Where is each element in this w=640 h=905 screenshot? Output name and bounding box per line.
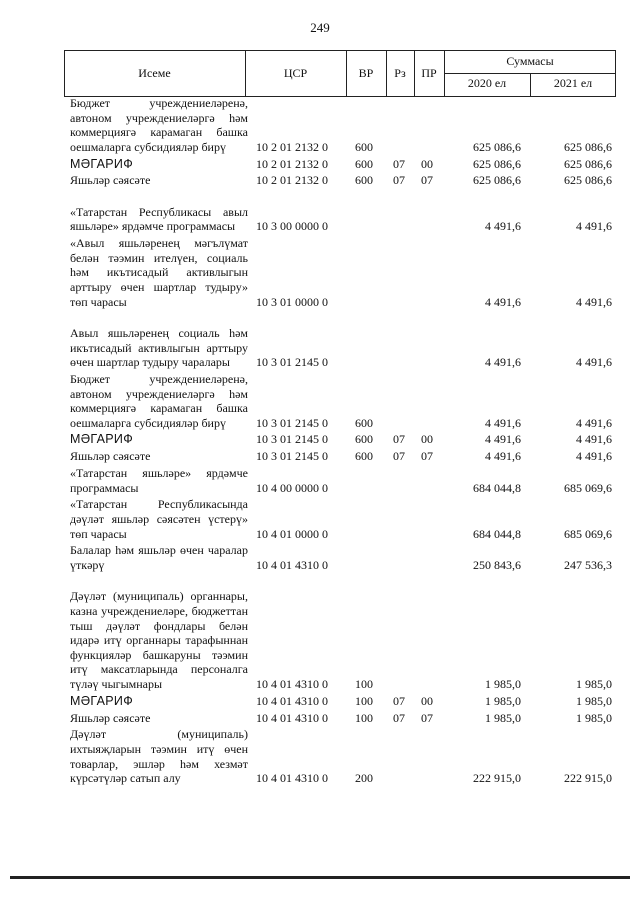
header-rz: Рз xyxy=(394,66,406,80)
row-vr: 600 xyxy=(355,139,373,154)
row-sum-2021: 4 491,6 xyxy=(576,294,612,309)
header-csr: ЦСР xyxy=(283,66,308,80)
row-csr: 10 3 01 2145 0 xyxy=(256,432,328,447)
row-csr: 10 2 01 2132 0 xyxy=(256,156,328,171)
row-name: «Татарстан Республикасында дәүләт яшьләр сәясәтен үстерү» төп чарасы xyxy=(70,497,248,541)
row-sum-2020: 625 086,6 xyxy=(473,173,521,188)
row-sum-2020: 250 843,6 xyxy=(473,557,521,572)
row-csr: 10 3 01 2145 0 xyxy=(256,449,328,464)
table-row xyxy=(0,694,640,709)
row-pr: 00 xyxy=(421,693,433,708)
row-vr: 600 xyxy=(355,432,373,447)
row-sum-2020: 4 491,6 xyxy=(485,294,521,309)
row-csr: 10 4 01 4310 0 xyxy=(256,676,328,691)
table-header xyxy=(64,50,616,97)
table-row xyxy=(0,711,640,726)
table-row xyxy=(0,466,640,495)
table-row xyxy=(0,236,640,309)
row-name: «Авыл яшьләренең мәгълүмат белән тәэмин ителүен, социаль һәм икътисадый активлыгын арттыру өчен шартлар тудыру» төп чарасы xyxy=(70,236,248,309)
row-name: Яшьләр сәясәте xyxy=(70,173,151,188)
row-sum-2020: 4 491,6 xyxy=(485,415,521,430)
page-number: 249 xyxy=(310,20,330,35)
row-sum-2021: 685 069,6 xyxy=(564,480,612,495)
row-sum-2020: 4 491,6 xyxy=(485,432,521,447)
row-sum-2021: 625 086,6 xyxy=(564,139,612,154)
row-csr: 10 2 01 2132 0 xyxy=(256,173,328,188)
row-vr: 100 xyxy=(355,710,373,725)
row-vr: 600 xyxy=(355,415,373,430)
header-subdivider xyxy=(444,73,616,74)
table-row xyxy=(0,96,640,154)
header-pr: ПР xyxy=(421,66,437,80)
row-name: МӘГАРИФ xyxy=(70,693,134,708)
row-vr: 600 xyxy=(355,449,373,464)
row-sum-2021: 222 915,0 xyxy=(564,771,612,786)
row-csr: 10 4 01 4310 0 xyxy=(256,557,328,572)
row-sum-2021: 1 985,0 xyxy=(576,710,612,725)
row-name: МӘГАРИФ xyxy=(70,156,134,171)
row-csr: 10 4 01 4310 0 xyxy=(256,771,328,786)
row-name: Бюджет учреждениеләренә, автоном учреждениеләргә һәм коммерциягә карамаган башка оешмаларга субсидияләр бирү xyxy=(70,96,248,154)
row-sum-2021: 1 985,0 xyxy=(576,693,612,708)
row-sum-2020: 625 086,6 xyxy=(473,139,521,154)
row-sum-2021: 4 491,6 xyxy=(576,219,612,234)
row-sum-2021: 247 536,3 xyxy=(564,557,612,572)
row-vr: 100 xyxy=(355,693,373,708)
row-sum-2021: 1 985,0 xyxy=(576,676,612,691)
row-sum-2020: 222 915,0 xyxy=(473,771,521,786)
row-sum-2020: 1 985,0 xyxy=(485,693,521,708)
row-rz: 07 xyxy=(393,710,405,725)
table-row xyxy=(0,449,640,464)
row-name: МӘГАРИФ xyxy=(70,432,134,447)
row-name: «Татарстан Республикасы авыл яшьләре» ярдәмче программасы xyxy=(70,204,248,234)
row-sum-2020: 1 985,0 xyxy=(485,676,521,691)
table-row xyxy=(0,727,640,785)
row-sum-2021: 4 491,6 xyxy=(576,432,612,447)
table-row xyxy=(0,372,640,430)
row-name: Дәүләт (муниципаль) ихтыяҗларын тәэмин итү өчен товарлар, эшләр һәм хезмәт күрсәтүләр сатып алу xyxy=(70,727,248,786)
row-pr: 07 xyxy=(421,173,433,188)
table-row xyxy=(0,432,640,447)
header-year-2021: 2021 ел xyxy=(553,76,593,90)
row-sum-2021: 625 086,6 xyxy=(564,173,612,188)
table-body xyxy=(0,96,640,788)
row-csr: 10 3 00 0000 0 xyxy=(256,219,328,234)
row-csr: 10 2 01 2132 0 xyxy=(256,139,328,154)
table-row xyxy=(0,543,640,572)
row-sum-2020: 684 044,8 xyxy=(473,526,521,541)
row-csr: 10 4 01 4310 0 xyxy=(256,710,328,725)
table-row xyxy=(0,173,640,188)
row-pr: 07 xyxy=(421,449,433,464)
row-sum-2020: 625 086,6 xyxy=(473,156,521,171)
row-name: Бюджет учреждениеләренә, автоном учреждениеләргә һәм коммерциягә карамаган башка оешмаларга субсидияләр бирү xyxy=(70,371,248,430)
row-sum-2021: 625 086,6 xyxy=(564,156,612,171)
row-name: Балалар һәм яшьләр өчен чаралар үткәрү xyxy=(70,543,248,572)
row-name: Авыл яшьләренең социаль һәм икътисадый активлыгын арттыру өчен шартлар тудыру чаралары xyxy=(70,325,248,370)
row-name: Дәүләт (муниципаль) органнары, казна учреждениеләре, бюджеттан тыш дәүләт фондлары белән идарә итү органнары тарафыннан функцияләр башкаруны тәэмин итү максатларында персоналга түләү чыгымнары xyxy=(70,589,248,691)
row-csr: 10 4 00 0000 0 xyxy=(256,480,328,495)
table-row xyxy=(0,311,640,369)
row-pr: 07 xyxy=(421,710,433,725)
row-rz: 07 xyxy=(393,432,405,447)
page-bottom-border xyxy=(10,876,630,879)
row-sum-2021: 4 491,6 xyxy=(576,415,612,430)
header-vr: ВР xyxy=(358,66,374,80)
header-sum: Суммасы xyxy=(506,54,554,68)
row-csr: 10 4 01 4310 0 xyxy=(256,693,328,708)
header-name: Исеме xyxy=(138,66,171,80)
row-csr: 10 3 01 2145 0 xyxy=(256,415,328,430)
row-sum-2021: 4 491,6 xyxy=(576,355,612,370)
row-sum-2020: 4 491,6 xyxy=(485,219,521,234)
row-rz: 07 xyxy=(393,156,405,171)
row-name: Яшьләр сәясәте xyxy=(70,449,151,464)
row-vr: 600 xyxy=(355,156,373,171)
header-year-2020: 2020 ел xyxy=(467,76,507,90)
table-row xyxy=(0,190,640,234)
row-rz: 07 xyxy=(393,693,405,708)
row-sum-2020: 684 044,8 xyxy=(473,480,521,495)
table-row xyxy=(0,157,640,172)
row-rz: 07 xyxy=(393,449,405,464)
row-rz: 07 xyxy=(393,173,405,188)
row-sum-2020: 4 491,6 xyxy=(485,355,521,370)
row-pr: 00 xyxy=(421,432,433,447)
row-csr: 10 4 01 0000 0 xyxy=(256,526,328,541)
row-vr: 600 xyxy=(355,173,373,188)
row-name: Яшьләр сәясәте xyxy=(70,710,151,725)
row-pr: 00 xyxy=(421,156,433,171)
row-name: «Татарстан яшьләре» ярдәмче программасы xyxy=(70,466,248,495)
row-sum-2021: 685 069,6 xyxy=(564,526,612,541)
table-row xyxy=(0,575,640,692)
row-csr: 10 3 01 0000 0 xyxy=(256,294,328,309)
row-csr: 10 3 01 2145 0 xyxy=(256,355,328,370)
table-row xyxy=(0,497,640,541)
row-vr: 100 xyxy=(355,676,373,691)
row-sum-2021: 4 491,6 xyxy=(576,449,612,464)
row-sum-2020: 1 985,0 xyxy=(485,710,521,725)
row-sum-2020: 4 491,6 xyxy=(485,449,521,464)
row-vr: 200 xyxy=(355,771,373,786)
